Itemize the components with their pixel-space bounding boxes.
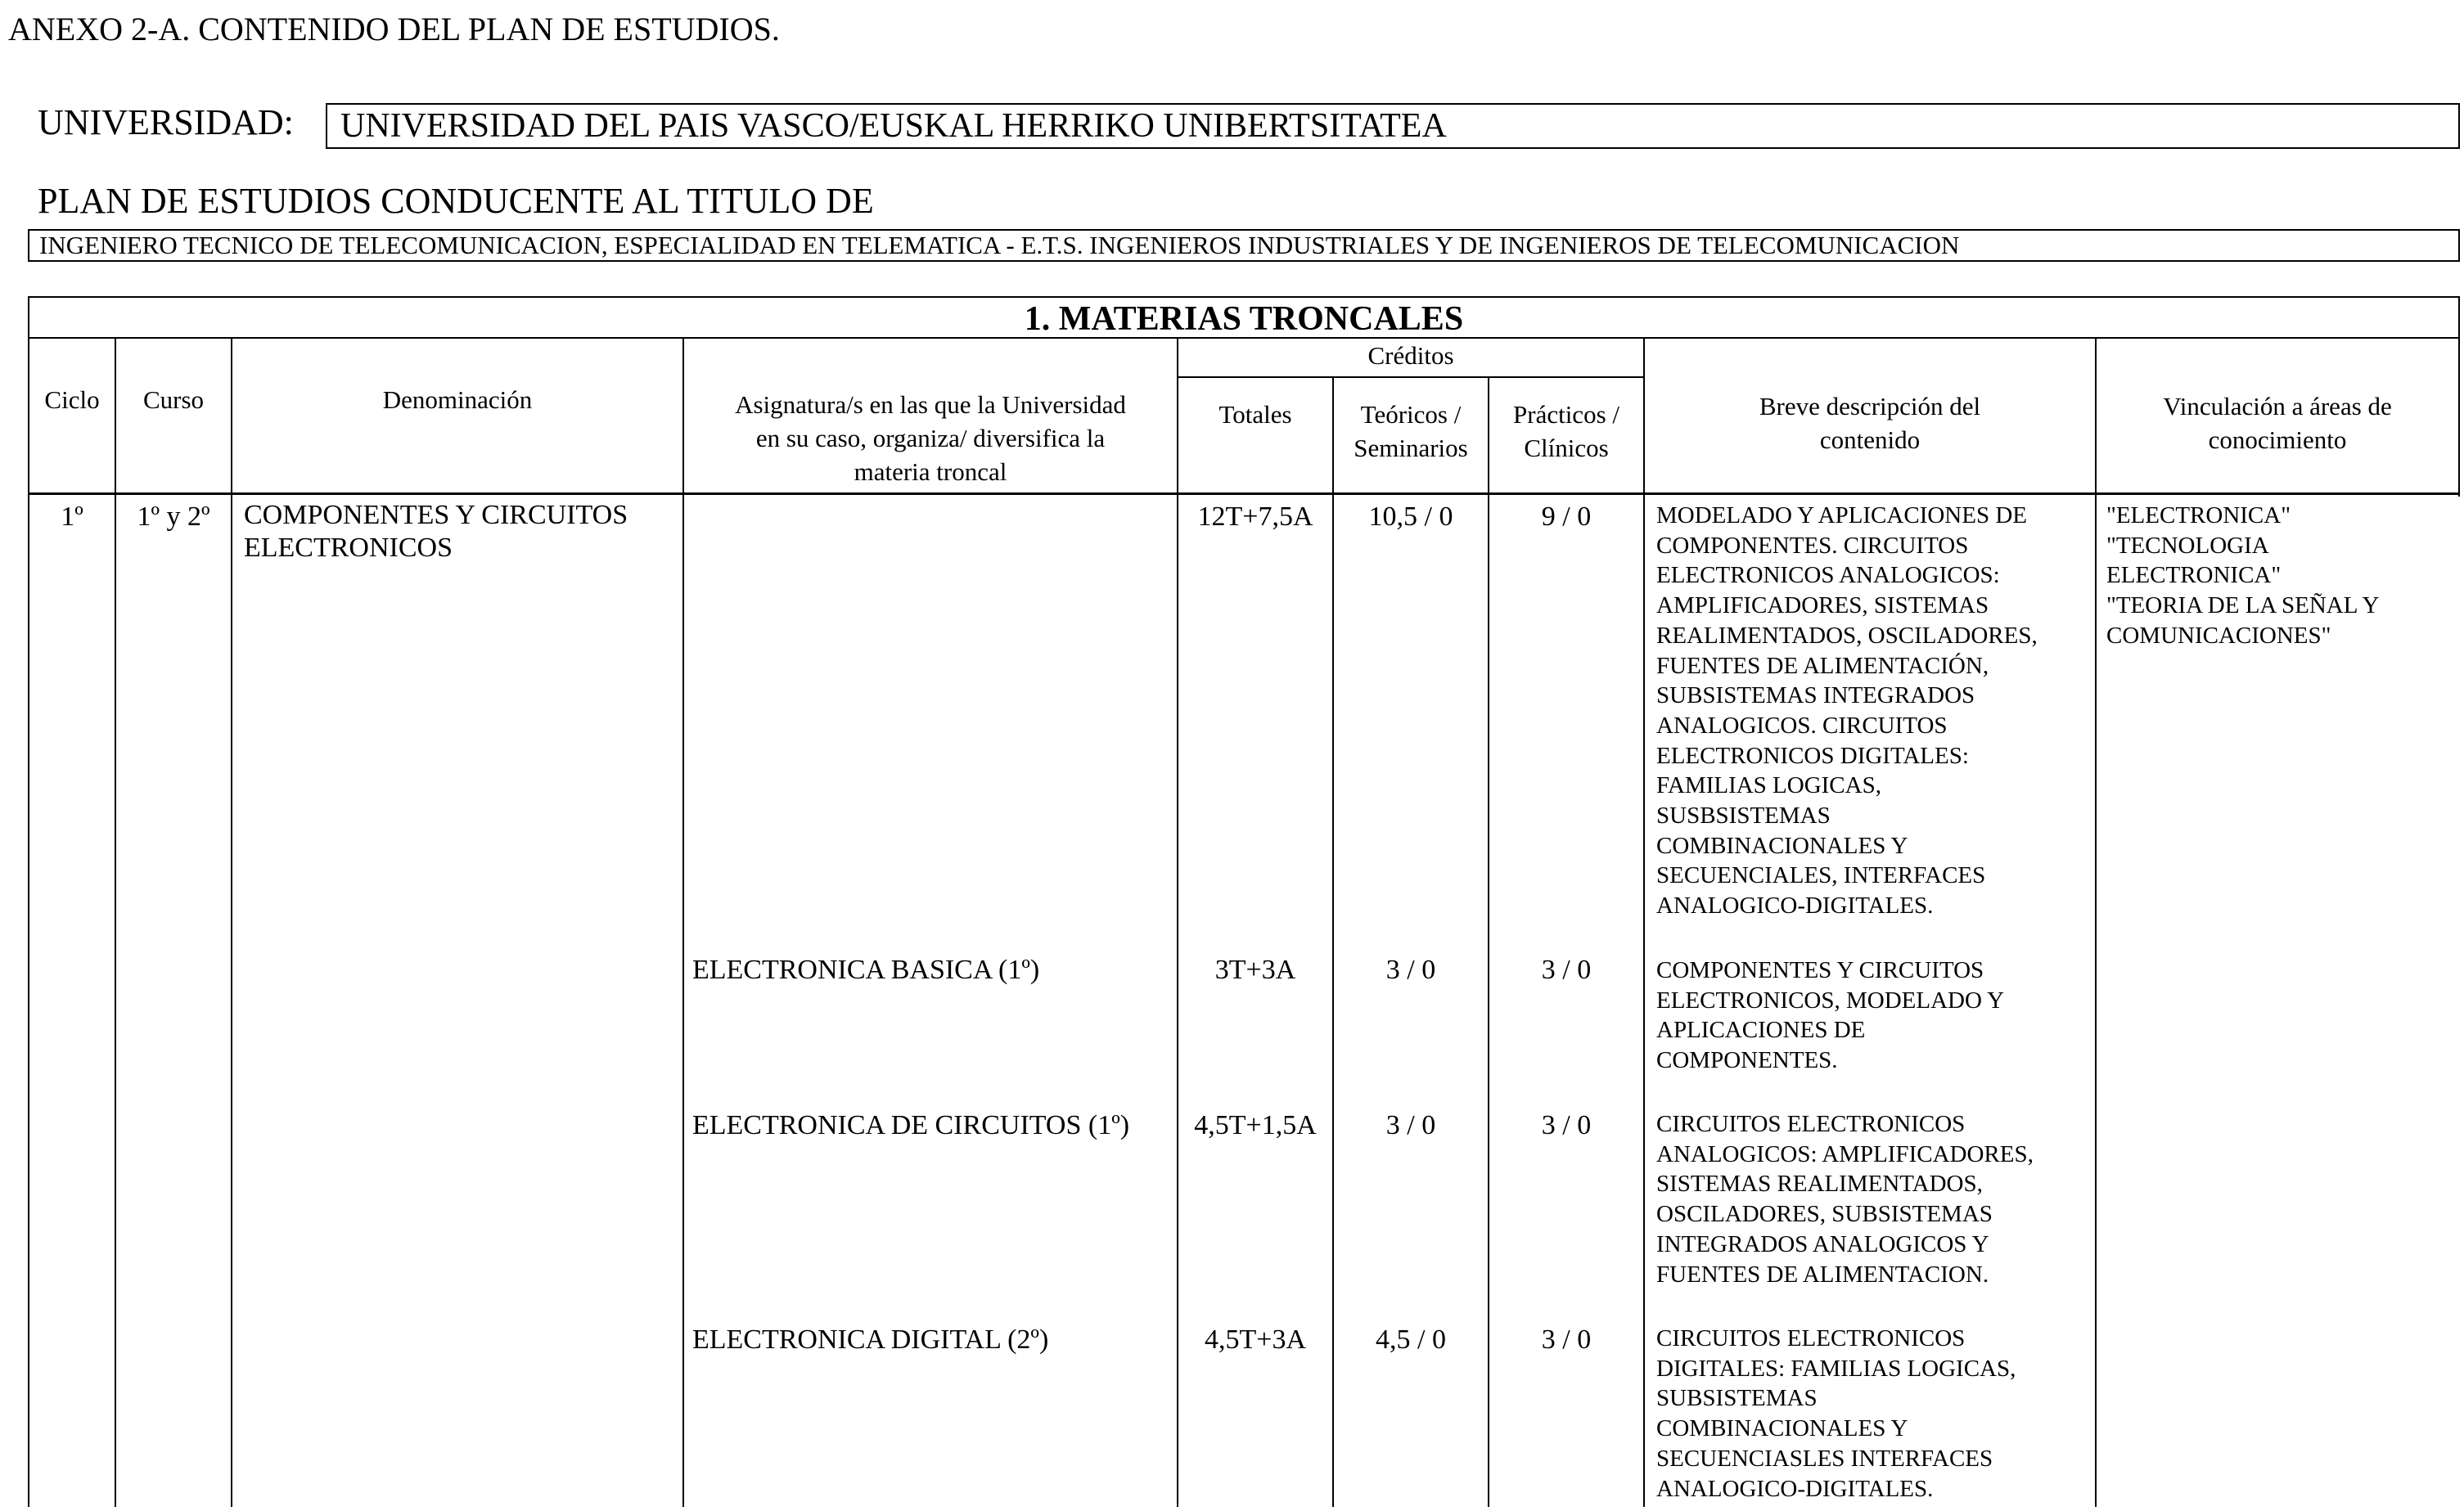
row-descripcion: MODELADO Y APLICACIONES DE COMPONENTES. CIRCUITOS ELECTRONICOS ANALOGICOS: AMPLIFICADORES, SISTEMAS REALIMENTADOS, OSCILADORES, FUENTES DE ALIMENTACIÓN, SUBSISTEMAS INTEGRADOS ANALOGICOS. CIRCUITOS ELECTRONICOS DIGITALES: FAMILIAS LOGICAS, SUSBSISTEMAS COMBINACIONALES Y SECUENCIALES, INTERFACES ANALOGICO-DIGITALES. <box>1656 502 2038 920</box>
subrow-2-asignatura: ELECTRONICA DE CIRCUITOS (1º) <box>692 1110 1130 1140</box>
university-label: UNIVERSIDAD: <box>38 102 294 142</box>
row-ciclo: 1º <box>61 501 83 532</box>
col-divider-curso <box>231 337 232 1507</box>
col-divider-descripcion <box>2095 337 2097 1507</box>
col-divider-denominacion <box>682 337 684 1507</box>
creditos-divider <box>1177 376 1643 378</box>
header-vinculacion: Vinculación a áreas de conocimiento <box>2163 392 2392 454</box>
plan-label: PLAN DE ESTUDIOS CONDUCENTE AL TITULO DE <box>38 181 874 221</box>
plan-title-field: INGENIERO TECNICO DE TELECOMUNICACION, ESPECIALIDAD EN TELEMATICA - E.T.S. INGENIEROS INDUSTRIALES Y DE INGENIEROS DE TELECOMUNICACION <box>28 229 2460 262</box>
subrow-3-practicos: 3 / 0 <box>1541 1324 1592 1355</box>
subrow-3-asignatura: ELECTRONICA DIGITAL (2º) <box>692 1324 1049 1355</box>
row-totales: 12T+7,5A <box>1197 501 1313 532</box>
col-divider-practicos <box>1643 337 1645 1507</box>
subrow-3-teoricos: 4,5 / 0 <box>1376 1324 1446 1355</box>
table-border-left <box>28 296 29 1507</box>
subrow-1-asignatura: ELECTRONICA BASICA (1º) <box>692 955 1040 985</box>
row-vinculacion: "ELECTRONICA" "TECNOLOGIA ELECTRONICA" "TEORIA DE LA SEÑAL Y COMUNICACIONES" <box>2106 502 2380 649</box>
subrow-1-totales: 3T+3A <box>1214 955 1296 985</box>
header-creditos: Créditos <box>1367 341 1454 370</box>
subrow-2-teoricos: 3 / 0 <box>1385 1110 1436 1140</box>
section-title: 1. MATERIAS TRONCALES <box>1024 300 1464 338</box>
row-curso: 1º y 2º <box>137 501 210 532</box>
materias-troncales-table <box>28 296 2460 1507</box>
subrow-1-descripcion: COMPONENTES Y CIRCUITOS ELECTRONICOS, MODELADO Y APLICACIONES DE COMPONENTES. <box>1656 957 2005 1074</box>
header-ciclo: Ciclo <box>44 385 100 414</box>
annex-title: ANEXO 2-A. CONTENIDO DEL PLAN DE ESTUDIOS. <box>8 11 780 47</box>
header-descripcion: Breve descripción del contenido <box>1759 392 1981 454</box>
university-field: UNIVERSIDAD DEL PAIS VASCO/EUSKAL HERRIKO UNIBERTSITATEA <box>326 103 2460 149</box>
header-asignaturas: Asignatura/s en las que la Universidad en su caso, organiza/ diversifica la materia troncal <box>735 390 1126 486</box>
subrow-2-totales: 4,5T+1,5A <box>1194 1110 1317 1140</box>
subrow-3-totales: 4,5T+3A <box>1205 1324 1306 1355</box>
subrow-2-descripcion: CIRCUITOS ELECTRONICOS ANALOGICOS: AMPLIFICADORES, SISTEMAS REALIMENTADOS, OSCILADORES, SUBSISTEMAS INTEGRADOS ANALOGICOS Y FUENTES DE ALIMENTACION. <box>1656 1111 2034 1288</box>
header-teoricos: Teóricos / Seminarios <box>1354 400 1468 462</box>
header-practicos: Prácticos / Clínicos <box>1513 400 1619 462</box>
row-practicos: 9 / 0 <box>1541 501 1592 532</box>
table-border-top <box>28 296 2460 298</box>
header-curso: Curso <box>142 385 205 414</box>
subrow-1-practicos: 3 / 0 <box>1541 955 1592 985</box>
subrow-2-practicos: 3 / 0 <box>1541 1110 1592 1140</box>
subrow-3-descripcion: CIRCUITOS ELECTRONICOS DIGITALES: FAMILIAS LOGICAS, SUBSISTEMAS COMBINACIONALES Y SECUENCIASLES INTERFACES ANALOGICO-DIGITALES. <box>1656 1325 2016 1502</box>
header-denominacion: Denominación <box>382 385 533 414</box>
row-denominacion: COMPONENTES Y CIRCUITOS ELECTRONICOS <box>244 500 628 563</box>
subrow-1-teoricos: 3 / 0 <box>1385 955 1436 985</box>
row-teoricos: 10,5 / 0 <box>1368 501 1453 532</box>
header-totales: Totales <box>1218 400 1292 429</box>
